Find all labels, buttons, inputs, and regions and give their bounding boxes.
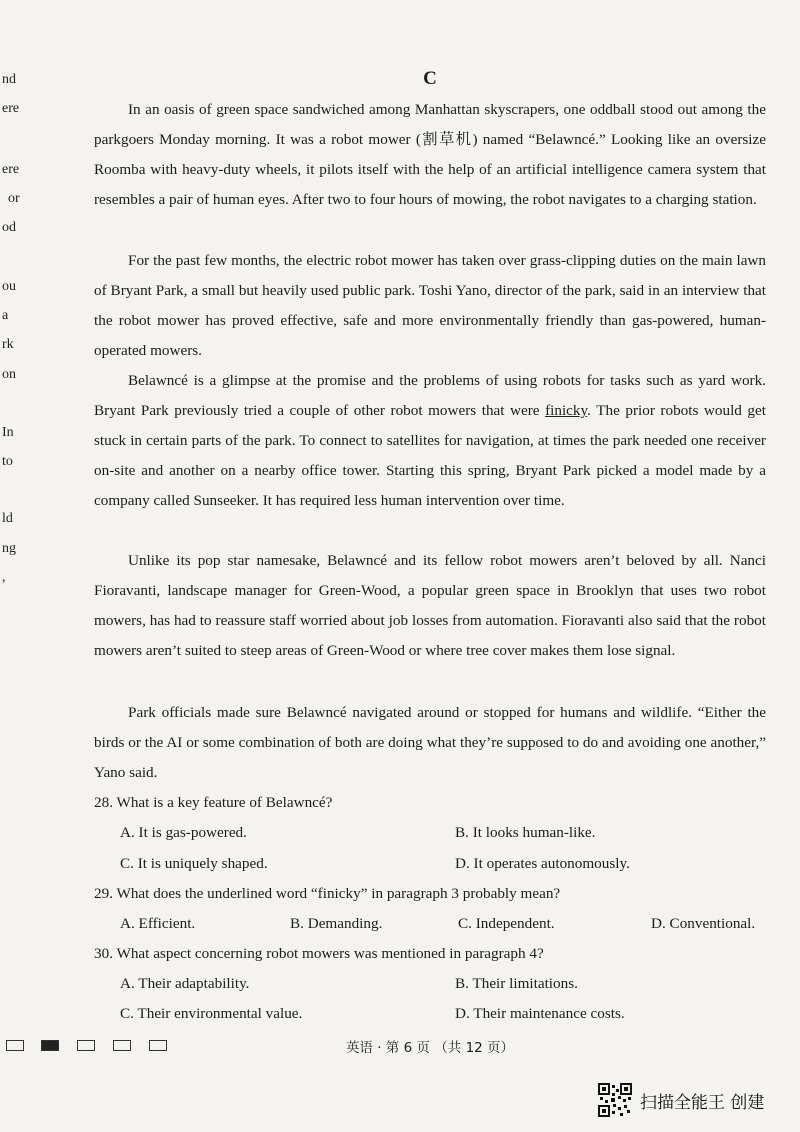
edge-fragment: ere (2, 162, 20, 177)
edge-fragment: , (2, 570, 6, 585)
question-30-option-a: A. Their adaptability. (120, 975, 250, 992)
edge-fragment: ere (2, 101, 20, 116)
question-30-option-d: D. Their maintenance costs. (455, 1005, 625, 1022)
section-letter: C (423, 68, 437, 89)
question-30-stem: 30. What aspect concerning robot mowers was mentioned in paragraph 4? (94, 945, 544, 962)
qr-code-icon (598, 1083, 632, 1117)
question-29-option-a: A. Efficient. (120, 915, 196, 932)
edge-fragment: or (8, 191, 20, 206)
page-footer: 英语 · 第 6 页 （共 12 页） (345, 1040, 515, 1056)
question-30-option-b: B. Their limitations. (455, 975, 578, 992)
question-28-option-d: D. It operates autonomously. (455, 855, 630, 872)
edge-fragment: rk (2, 337, 14, 352)
edge-fragment: on (2, 367, 16, 382)
question-28-option-b: B. It looks human-like. (455, 824, 596, 841)
question-28-option-a: A. It is gas-powered. (120, 824, 247, 841)
paragraph-1: In an oasis of green space sandwiched among Manhattan skyscrapers, one oddball stood out among the parkgoers Monday morning. It was a robot mower (割草机) named “Belawncé.” Looking like an oversize Roomba with heavy-duty wheels, it pilots itself with the help of an artificial intelligence camera system that resembles a pair of human eyes. After two to four hours of mowing, the robot navigates to a charging station. (94, 101, 766, 208)
question-29-option-b: B. Demanding. (290, 915, 383, 932)
question-28-option-c: C. It is uniquely shaped. (120, 855, 268, 872)
paragraph-2: For the past few months, the electric robot mower has taken over grass-clipping duties on the main lawn of Bryant Park, a small but heavily used public park. Toshi Yano, director of the park, said in an interview that the robot mower has proved effective, safe and more environmentally friendly than gas-powered, human-operated mowers. (94, 252, 766, 359)
edge-fragment: nd (2, 72, 16, 87)
edge-fragment: ng (2, 541, 16, 556)
edge-fragment: a (2, 308, 9, 323)
edge-fragment: od (2, 220, 16, 235)
paragraph-3 (94, 366, 766, 516)
question-29-option-d: D. Conventional. (651, 915, 756, 932)
edge-fragment: ou (2, 279, 16, 294)
underlined-word: finicky (545, 402, 588, 419)
left-edge-fragments (0, 0, 26, 1000)
edge-fragment: ld (2, 511, 13, 526)
paragraph-5: Park officials made sure Belawncé navigated around or stopped for humans and wildlife. “Either the birds or the AI or some combination of both are doing what they’re supposed to do and avoiding one another,” Yano said. (94, 704, 766, 781)
edge-fragment: In (2, 425, 14, 440)
paragraph-4: Unlike its pop star namesake, Belawncé and its fellow robot mowers aren’t beloved by all. Nanci Fioravanti, landscape manager for Green-Wood, a popular green space in Brooklyn that uses two robot mowers, has had to reassure staff worried about job losses from automation. Fioravanti also said that the robot mowers aren’t suited to steep areas of Green-Wood or where tree cover makes them lose signal. (94, 552, 766, 659)
paragraph-3-text-a: Belawncé is a glimpse at the promise and the problems of using robots for tasks such as yard work. Bryant Park previously tried a couple of other robot mowers that were (94, 372, 766, 419)
paragraph-3-text-b: . The prior robots would get stuck in certain parts of the park. To connect to satellites for navigation, at times the park needed one receiver on-site and another on a nearby office tower. Starting this spring, Bryant Park picked a model made by a company called Sunseeker. It has required less human intervention over time. (94, 402, 766, 509)
question-30-option-c: C. Their environmental value. (120, 1005, 303, 1022)
question-29-stem: 29. What does the underlined word “finicky” in paragraph 3 probably mean? (94, 885, 561, 902)
scanner-brand: 扫描全能王 创建 (640, 1093, 765, 1113)
question-29-option-c: C. Independent. (458, 915, 555, 932)
question-28-stem: 28. What is a key feature of Belawncé? (94, 794, 333, 811)
edge-fragment: to (2, 454, 13, 469)
